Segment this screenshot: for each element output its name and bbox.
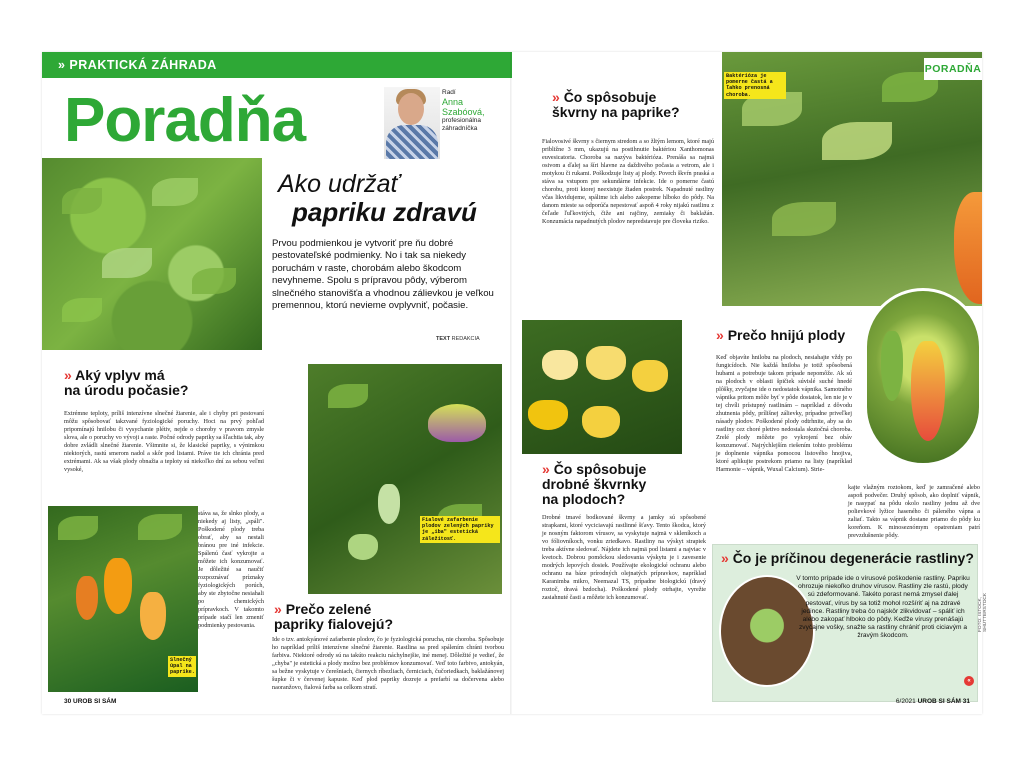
article-weather-text: Extrémne teploty, príliš intenzívne slnečné žiarenie, ale i chyby pri pestovaní môžu spôsobovať takzvané fyziologické poruchy. Hoci na prvý pohľad pripomínajú hnilobu či vysychanie plétiv, nejde o choroby v pravom zmysle slova, ale o poruchy vo vývoji a raste. Počné odrody papriky sa šľachtia tak, aby dobre zvládli slnečné žiarenie. Všimnite si, že klasické papriky, s výnimkou niektorých, rastú smerom nadol a skôr pod listami. Práve tie ich chránia pred extrémami. Ak sa však plody obnažia a teploty sú niekoľko dní za sebou veľmi vysoké, xyxy=(64,410,264,473)
heading-violet-line-2: papriky fialovejú? xyxy=(274,616,394,632)
folio-right-number: 31 xyxy=(962,698,970,705)
heading-spots-line-2: škvrny na paprike? xyxy=(552,104,680,120)
section-bar: » PRAKTICKÁ ZÁHRADA xyxy=(42,52,512,78)
heading-rot xyxy=(716,328,845,343)
heading-marker: » xyxy=(64,367,72,383)
heading-marker: » xyxy=(274,601,282,617)
heading-degeneration xyxy=(721,551,974,566)
article-rot-text: Keď objavíte hnilobu na plodoch, nesiahajte vždy po fungicídoch. Nie každá hniloba je totiž spôsobená hubami a potrebuje takom prípade nepomôže. Ak sú na plodoch v oblasti špičiek súvislé suché hnedé plôšky, zvyčajne ide o nedostatok vápnika. Samotného vápnika pritom môže byť v pôde dostatok, len nie je v tej chvíli prístupný rastlinám – napríklad z dôvodu zhutnenia pôdy, prílišnej zálievky, prípadne priveľkej násady plodov. Poškodené plody odtrhnite, aby sa do rastliny cez choré pletivo nedostala skutočná choroba. Zrelé plody môžete po vykrojení bez obáv konzumovať. Najrýchlejším riešením tohto problému je doplnenie vápnika pomocou listového hnojiva, ktoré aplikujte postrekom priamo na listy (napríklad Harmonie – vápnik, Wuxal Calcium). Strie- xyxy=(716,354,852,473)
tag-violet: Fialové zafarbenie plodov zelených papriky je „iba" estetická záležitosť. xyxy=(420,516,500,543)
subtitle-line-2: papriku zdravú xyxy=(292,197,477,227)
tag-sunburn: Slnečný úpal na paprike. xyxy=(170,657,195,676)
heading-small-spots-line-2: drobné škvrnky xyxy=(542,476,647,492)
subtitle-line-1: Ako udržať xyxy=(278,170,400,198)
heading-degeneration-text: Čo je príčinou degenerácie rastliny? xyxy=(732,550,974,566)
folio-right-magazine: UROB SI SÁM xyxy=(917,698,961,705)
heading-spots-line-1: Čo spôsobuje xyxy=(563,89,657,105)
lead-paragraph: Prvou podmienkou je vytvoriť pre ňu dobré pestovateľské podmienky. No i tak sa niekedy poruchám v raste, chorobám alebo škodcom nevyhneme. Spolu s prípravou pôdy, výberom slnečného stanovišťa a vhodnou zálievkou je veľkou premennou, ktorú nevieme ovplyvniť, počasie. xyxy=(272,238,494,312)
article-subtitle xyxy=(270,170,510,226)
orange-pepper xyxy=(954,192,982,304)
heading-small-spots-line-3: na plodoch? xyxy=(542,491,626,507)
bacterial-spot-photo xyxy=(722,52,982,306)
tag-bacteria: Baktérióza je pomerne častá a ľahko prenosná choroba. xyxy=(724,72,786,99)
left-page xyxy=(42,52,512,714)
heading-marker: » xyxy=(552,89,560,105)
heading-marker: » xyxy=(716,327,724,343)
advisor-photo xyxy=(384,87,440,159)
heading-violet xyxy=(274,602,393,632)
folio-right-issue: 6/2021 xyxy=(895,698,916,705)
advisor-name-last: Szabóová, xyxy=(442,107,485,117)
heading-small-spots xyxy=(542,462,646,507)
yellow-peppers-photo xyxy=(522,320,682,454)
article-small-spots-text: Drobné tmavé bodkované škvrny a jamky sú spôsobené strapkami, ktoré vyciciavajú rastlinné šťavy. Tento škodca, ktorý je nosným faktorom vírusov, sa vyskytuje najmä v skleníkoch a vo fóliovníkoch, vonku zriedkavo. Rastliny na výskyt strapiek treba aktívne sledovať. Nájdete ich najmä pod listami a najviac v kvetoch. Dobrou pomôckou sledovania výskytu je i zavesenie modrých lepových dosiek. Používajte ekologické ochranu alebo ochranu na báze prírodných olejnatých prípravkov, napríklad Karanimba mikro, Neemazal TS, prípadne biologickú (dravý roztoč, dravá bzdocha). Poškodené plody otrhajte, vyrežte zasiahnuté časti a môžete ich konzumovať. xyxy=(542,514,706,601)
section-tab: PORADŇA xyxy=(924,58,982,80)
heading-violet-line-1: Prečo zelené xyxy=(285,601,372,617)
degeneration-box xyxy=(712,544,978,702)
magazine-spread xyxy=(42,52,988,714)
heading-weather-line-1: Aký vplyv má xyxy=(75,367,165,383)
heading-weather-line-2: na úrodu počasie? xyxy=(64,382,189,398)
folio-left-number: 30 xyxy=(64,698,72,705)
page-title: Poradňa xyxy=(64,86,306,155)
article-spots-text: Fialovosivé škvrny s čiernym stredom a so žltým lemom, ktoré majú približne 3 mm, ukazujú na postihnutie baktériou Xanthomonas euvesicatoria. Choroba sa nazýva baktérióza. Prenáša sa najmä osivom a ďalej sa šíri hlavne za daždivého počasia a vetrom, ale i motykou či rukami. Poškodzuje listy aj plody. Povrch škvŕn praská a stáva sa vstupom pre sekundárne infekcie. Ide o pomerne častú chorobu, proti ktorej neexistuje žiaden postrek. Napadnuté rastliny včas likvidujeme, spálime ich alebo zakopeme hlboko do pôdy. Na danom mieste sa odporúča nepestovať aspoň 4 roky nijakú rastlinu z čeľade ľuľkovitých, čiže ani rajčiny, zemiaky či baklažán. Konzumácia napadnutých plodov nepredstavuje pre človeka riziko. xyxy=(542,138,714,225)
article-weather-text-b: stáva sa, že slnko plody, a niekedy aj listy, „spáli". Poškodené plody treba obrať, aby sa nestali bránou pre iné infekcie. Spálenú časť vykrojte a môžete ich konzumovať. Je dôležité sa naučiť rozpoznávať príznaky fyziologických porúch, aby ste zbytočne nesiahali po chemických prípravkoch. V takomto prípade stačí len zmeniť podmienky pestovania. xyxy=(198,510,264,629)
purple-pepper-photo xyxy=(308,364,502,594)
text-credit xyxy=(436,336,480,342)
article-violet-text: Ide o tzv. antokyánové zafarbenie plodov, čo je fyziologická porucha, nie choroba. Spôsobuje ho napríklad príliš intenzívne slnečné žiarenie. Rastlina sa pred spálením chráni tvorbou farbiva. Niektoré odrody sú na takúto reakciu náchylnejšie, iné menej. Dôležité je vedieť, že „chyba" je estetická a plody možno bez problémov konzumovať. Veď toto farbivo, antokyán, sa bežne vyskytuje v čerešniach, čiernych ríbezliach, černiciach, čučoriedkach, baklažánovej šupke či v červenej kapuste. Keď plod papriky dozreje a prefarbí sa dočervena alebo naoranžovo, fialová farba sa celkom stratí. xyxy=(272,636,504,691)
folio-left-magazine: UROB SI SÁM xyxy=(73,698,117,705)
credit-value: REDAKCIA xyxy=(451,336,480,342)
sunburned-pepper-photo xyxy=(48,506,198,692)
heading-marker: » xyxy=(721,550,729,566)
heading-rot-line-1: Prečo hnijú plody xyxy=(727,327,846,343)
right-page xyxy=(512,52,988,714)
advisor-role-2: záhradníčka xyxy=(442,125,478,132)
heading-spots xyxy=(552,90,680,120)
pepper-plant-photo xyxy=(42,158,262,350)
heading-small-spots-line-1: Čo spôsobuje xyxy=(553,461,647,477)
advisor-name-first: Anna xyxy=(442,97,464,107)
folio-right xyxy=(896,698,970,705)
credit-label: TEXT xyxy=(436,336,451,342)
heading-marker: » xyxy=(542,461,550,477)
heading-weather xyxy=(64,368,188,398)
folio-left xyxy=(64,698,116,705)
photo-credit: FOTO: ISTOCK, SHUTTERSTOCK xyxy=(978,592,988,632)
article-rot-text-b: kajte vlažným roztokom, keď je zamračené alebo aspoň podvečer. Druhý spôsob, ako doplniť vápnik, je nasypať na pôdu okolo rastliny jednu až dve polievkové lyžice haseného či páleného vápna a zaliať. Takto sa vápnik dostane priamo do pôdy ku koreňom. K minoseznómym opatreniam patrí prevzdušnenie pôdy. xyxy=(848,484,980,539)
degeneration-text: V tomto prípade ide o vírusové poškodenie rastliny. Papriku ohrozuje niekoľko druhov vírusov. Rastliny zle rastú, plody sú zdeformované. Takéto porast nemá zmysel ďalej pestovať, vírus by sa totiž mohol rozšíriť aj na zdravé jedince. Rastliny treba čo najskôr zlikvidovať – spáliť ich alebo zakopať hlboko do pôdy. Keďže vírusy prenášajú zvyčajne vošky, snažte sa rastliny chrániť proti ciciavým a žravým škodcom. xyxy=(796,575,970,640)
end-mark-icon: « xyxy=(964,676,974,686)
advisor-box xyxy=(384,87,509,159)
rotting-pepper-photo xyxy=(864,288,982,466)
advisor-role-1: profesionálna xyxy=(442,117,482,124)
advisor-info xyxy=(442,89,485,133)
advisor-prefix: Radí xyxy=(442,89,456,96)
